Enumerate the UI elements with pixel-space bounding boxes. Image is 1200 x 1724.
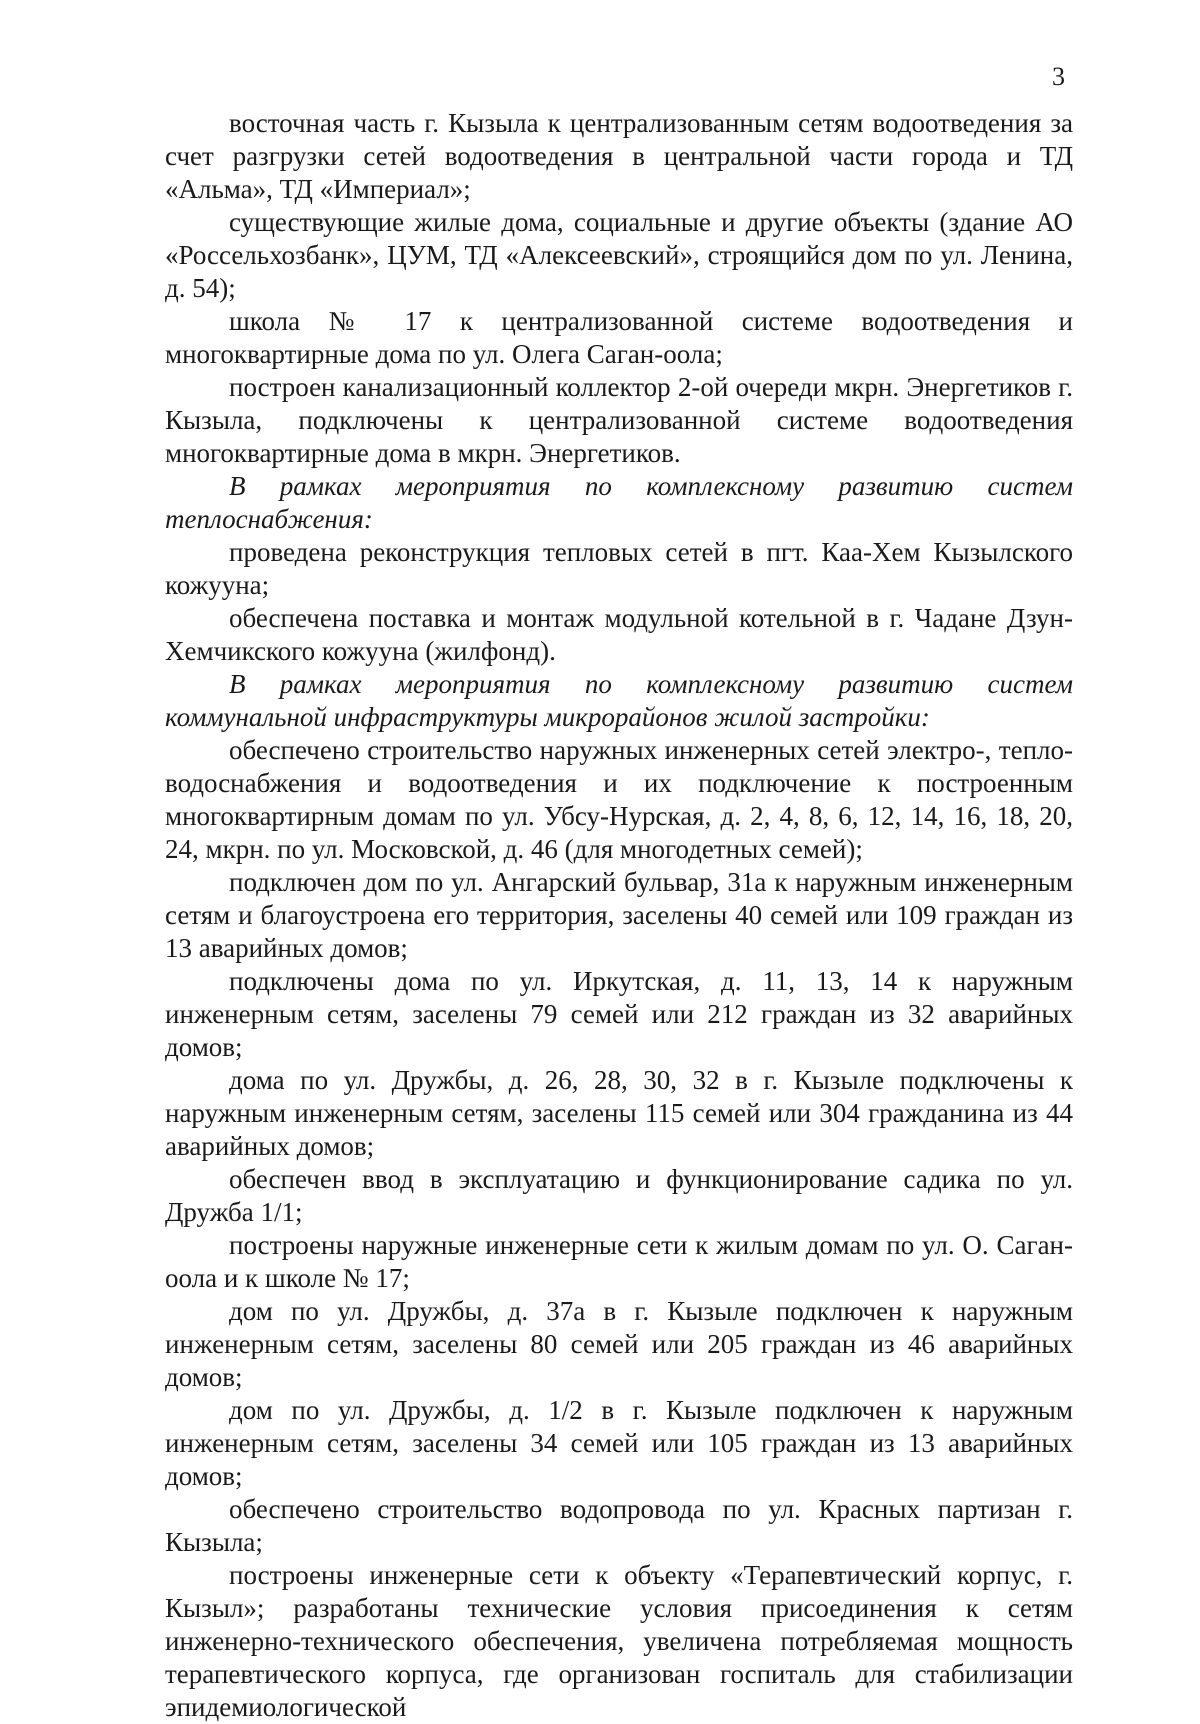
paragraph-therapeutic-building: построены инженерные сети к объекту «Терапевтический корпус, г. Кызыл»; разработаны технические условия присоединения к сетям инженерно-технического обеспечения, увеличена потребляемая мощность терапевтического корпуса, где организован госпиталь для стабилизации эпидемиологической	[165, 1560, 1073, 1722]
paragraph-druzhby-1-2: дом по ул. Дружбы, д. 1/2 в г. Кызыле подключен к наружным инженерным сетям, заселены 34 семей или 105 граждан из 13 аварийных домов;	[165, 1395, 1073, 1491]
document-body	[165, 107, 1073, 1724]
section-heading-heat-supply: В рамках мероприятия по комплексному развитию систем теплоснабжения:	[165, 471, 1073, 534]
page-number: 3	[1052, 62, 1065, 91]
paragraph-sagan-oola-networks: построены наружные инженерные сети к жилым домам по ул. О. Саган-оола и к школе № 17;	[165, 1230, 1073, 1293]
paragraph-existing-buildings: существующие жилые дома, социальные и другие объекты (здание АО «Россельхозбанк», ЦУМ, ТД «Алексеевский», строящийся дом по ул. Ленина, д. 54);	[165, 207, 1073, 303]
paragraph-irkutskaya: подключены дома по ул. Иркутская, д. 11, 13, 14 к наружным инженерным сетям, заселены 79 семей или 212 граждан из 32 аварийных домов;	[165, 966, 1073, 1062]
paragraph-water-pipeline: обеспечено строительство водопровода по ул. Красных партизан г. Кызыла;	[165, 1494, 1073, 1557]
paragraph-heat-network-kaa-khem: проведена реконструкция тепловых сетей в пгт. Каа-Хем Кызылского кожууна;	[165, 537, 1073, 600]
paragraph-school-17: школа № 17 к централизованной системе водоотведения и многоквартирные дома по ул. Олега Саган-оола;	[165, 306, 1073, 369]
section-heading-communal-infrastructure: В рамках мероприятия по комплексному развитию систем коммунальной инфраструктуры микрорайонов жилой застройки:	[165, 669, 1073, 732]
paragraph-druzhby-26-32: дома по ул. Дружбы, д. 26, 28, 30, 32 в г. Кызыле подключены к наружным инженерным сетям, заселены 115 семей или 304 гражданина из 44 аварийных домов;	[165, 1065, 1073, 1161]
paragraph-druzhby-37a: дом по ул. Дружбы, д. 37а в г. Кызыле подключен к наружным инженерным сетям, заселены 80 семей или 205 граждан из 46 аварийных домов;	[165, 1296, 1073, 1392]
paragraph-ubsu-nurskaya: обеспечено строительство наружных инженерных сетей электро-, тепло-водоснабжения и водоотведения и их подключение к построенным многоквартирным домам по ул. Убсу-Нурская, д. 2, 4, 8, 6, 12, 14, 16, 18, 20, 24, мкрн. по ул. Московской, д. 46 (для многодетных семей);	[165, 735, 1073, 864]
paragraph-kindergarten: обеспечен ввод в эксплуатацию и функционирование садика по ул. Дружба 1/1;	[165, 1164, 1073, 1227]
paragraph-sewer-collector: построен канализационный коллектор 2-ой очереди мкрн. Энергетиков г. Кызыла, подключены к централизованной системе водоотведения многоквартирные дома в мкрн. Энергетиков.	[165, 372, 1073, 468]
paragraph-east-kyzyl-sewerage: восточная часть г. Кызыла к централизованным сетям водоотведения за счет разгрузки сетей водоотведения в центральной части города и ТД «Альма», ТД «Империал»;	[165, 108, 1073, 204]
paragraph-boiler-chadan: обеспечена поставка и монтаж модульной котельной в г. Чадане Дзун-Хемчикского кожууна (жилфонд).	[165, 603, 1073, 666]
paragraph-angarsky-boulevard: подключен дом по ул. Ангарский бульвар, 31а к наружным инженерным сетям и благоустроена его территория, заселены 40 семей или 109 граждан из 13 аварийных домов;	[165, 867, 1073, 963]
